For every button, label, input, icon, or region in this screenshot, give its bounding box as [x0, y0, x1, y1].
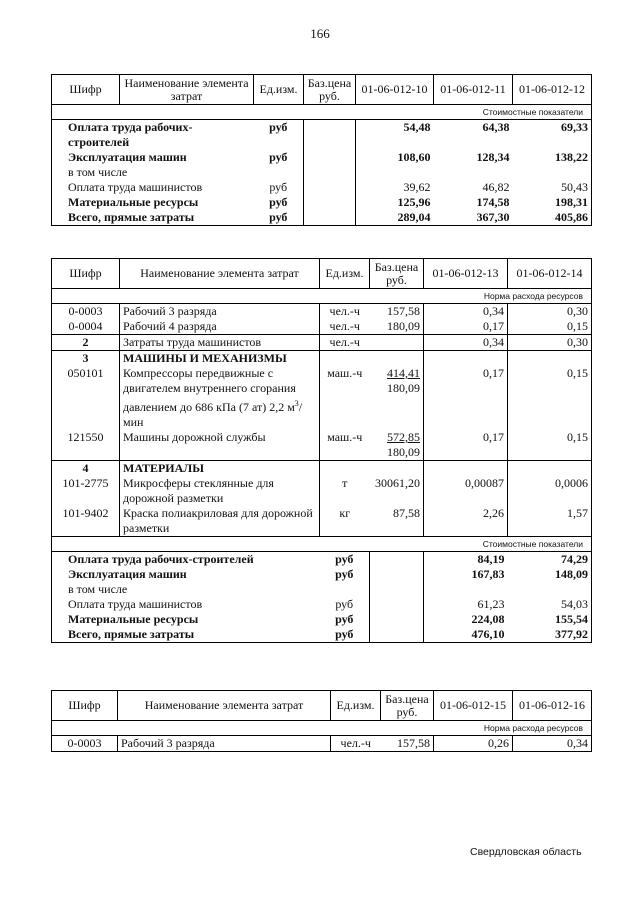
section-label: Норма расхода ресурсов — [52, 721, 592, 736]
table-row: Всего, прямые затраты руб 476,10 377,92 — [52, 627, 592, 643]
table-row: 050101 Компрессоры передвижные с двигателем внутреннего сгорания давлением до 686 кПа (7 ат) 2,2 $м^3$/мин маш.-ч 414,41 180,09 0,17 0,15 — [52, 366, 592, 430]
header-price: Баз.цена руб. — [304, 75, 356, 105]
header-col-15: 01-06-012-15 — [434, 691, 513, 721]
header-unit: Ед.изм. — [320, 259, 370, 289]
header-code: Шифр — [52, 691, 118, 721]
cost-table-2 — [51, 258, 592, 643]
table-row: Материальные ресурсы руб 125,96 174,58 198,31 — [52, 195, 592, 210]
section-label: Норма расхода ресурсов — [52, 289, 592, 304]
table-row: 101-9402 Краска полиакриловая для дорожной разметки кг 87,58 2,26 1,57 — [52, 506, 592, 537]
header-code: Шифр — [52, 259, 120, 289]
table-row: Эксплуатация машин руб 108,60 128,34 138,22 — [52, 150, 592, 165]
header-name: Наименование элемента затрат — [120, 75, 254, 105]
table-row: Всего, прямые затраты руб 289,04 367,30 405,86 — [52, 210, 592, 226]
header-name: Наименование элемента затрат — [120, 259, 320, 289]
header-name: Наименование элемента затрат — [118, 691, 331, 721]
table-row: Оплата труда машинистов руб 39,62 46,82 50,43 — [52, 180, 592, 195]
table-row: Материальные ресурсы руб 224,08 155,54 — [52, 612, 592, 627]
header-col-13: 01-06-012-13 — [424, 259, 508, 289]
header-col-11: 01-06-012-11 — [434, 75, 513, 105]
table-row: Оплата труда машинистов руб 61,23 54,03 — [52, 597, 592, 612]
header-col-16: 01-06-012-16 — [513, 691, 592, 721]
table-row: в том числе — [52, 165, 592, 180]
header-col-12: 01-06-012-12 — [513, 75, 592, 105]
section-label: Стоимостные показатели — [52, 105, 592, 120]
header-unit: Ед.изм. — [331, 691, 381, 721]
header-unit: Ед.изм. — [254, 75, 304, 105]
page-number: 166 — [310, 26, 330, 41]
table-row: 2 Затраты труда машинистов чел.-ч 0,34 0,30 — [52, 335, 592, 351]
table-row: 3 МАШИНЫ И МЕХАНИЗМЫ — [52, 351, 592, 367]
table-row: 4 МАТЕРИАЛЫ — [52, 461, 592, 477]
table-row: 0-0003 Рабочий 3 разряда чел.-ч 157,58 0,34 0,30 — [52, 304, 592, 320]
table-row: 101-2775 Микросферы стеклянные для дорожной разметки т 30061,20 0,00087 0,0006 — [52, 476, 592, 506]
cost-table-1 — [51, 74, 592, 226]
table-row: Эксплуатация машин руб 167,83 148,09 — [52, 567, 592, 582]
table-row: 0-0003 Рабочий 3 разряда чел.-ч 157,58 0,26 0,34 — [52, 736, 592, 752]
table-row: в том числе — [52, 582, 592, 597]
footer-region: Свердловская область — [470, 846, 582, 858]
header-price: Баз.цена руб. — [370, 259, 424, 289]
section-label: Стоимостные показатели — [52, 537, 592, 552]
header-col-10: 01-06-012-10 — [356, 75, 434, 105]
cost-table-3 — [51, 690, 592, 752]
header-price: Баз.цена руб. — [381, 691, 434, 721]
header-code: Шифр — [52, 75, 120, 105]
table-row: 121550 Машины дорожной службы маш.-ч 572,85 180,09 0,17 0,15 — [52, 430, 592, 461]
table-row: Оплата труда рабочих-строителей руб 54,48 64,38 69,33 — [52, 120, 592, 151]
table-row: Оплата труда рабочих-строителей руб 84,19 74,29 — [52, 552, 592, 568]
table-row: 0-0004 Рабочий 4 разряда чел.-ч 180,09 0,17 0,15 — [52, 319, 592, 335]
header-col-14: 01-06-012-14 — [508, 259, 592, 289]
